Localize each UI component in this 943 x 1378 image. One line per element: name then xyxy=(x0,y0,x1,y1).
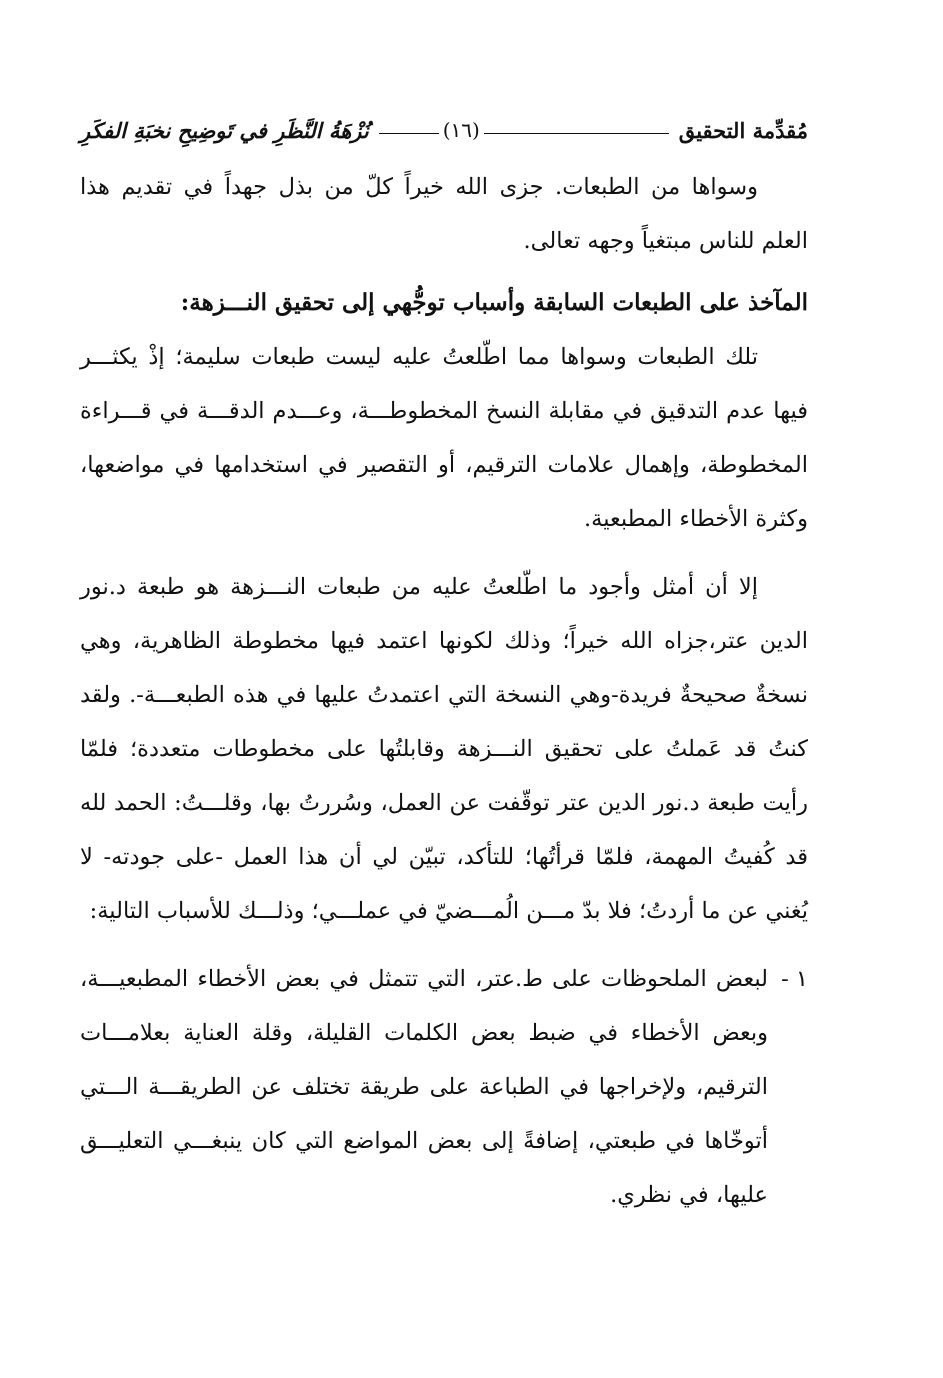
section-heading: المآخذ على الطبعات السابقة وأسباب توجُّهي إلى تحقيق النـــزهة: xyxy=(180,289,808,316)
body-text xyxy=(80,160,808,1222)
book-title: نُزْهَةُ النَّظَرِ في تَوضِيحِ نخبَةِ الفكَرِ xyxy=(80,117,369,143)
header-rule-left xyxy=(379,133,439,134)
page-number: (١٦) xyxy=(442,118,480,142)
running-header xyxy=(80,110,808,150)
paragraph-criticism: تلك الطبعات وسواها مما اطّلعتُ عليه ليست طبعات سليمة؛ إذْ يكثـــر فيها عدم التدقيق في مقابلة النسخ المخطوطـــة، وعـــدم الدقـــة في قـــراءة المخطوطة، وإهمال علامات الترقيم، أو التقصير في استخدامها في مواضعها، وكثرة الأخطاء المطبعية. xyxy=(80,344,808,532)
page-number-rule xyxy=(379,118,669,142)
section-title: مُقدِّمة التحقيق xyxy=(678,117,808,143)
list-item-text: لبعض الملحوظات على ط.عتر، التي تتمثل في بعض الأخطاء المطبعيـــة، وبعض الأخطاء في ضبط بعض الكلمات القليلة، وقلة العناية بعلامـــات الترقيم، ولإخراجها في الطباعة على طريقة تختلف عن الطريقـــة الـــتي أتوخّاها في طبعتي، إضافةً إلى بعض المواضع التي كان ينبغـــي التعليـــق عليها، في نظري. xyxy=(80,966,768,1208)
paragraph-intro: وسواها من الطبعات. جزى الله خيراً كلّ من بذل جهداً في تقديم هذا العلم للناس مبتغياً وجهه تعالى. xyxy=(80,174,808,254)
header-rule-right xyxy=(484,133,669,134)
list-item-number: ١ - xyxy=(781,966,808,992)
document-page xyxy=(80,0,808,1378)
list-item xyxy=(80,952,808,1222)
paragraph-best-edition: إلا أن أمثل وأجود ما اطّلعتُ عليه من طبعات النـــزهة هو طبعة د.نور الدين عتر،جزاه الله خيراً؛ وذلك لكونها اعتمد فيها مخطوطة الظاهرية، وهي نسخةٌ صحيحةٌ فريدة-وهي النسخة التي اعتمدتُ عليها في هذه الطبعـــة-. ولقد كنتُ قد عَملتُ على تحقيق النـــزهة وقابلتُها على مخطوطات متعددة؛ فلمّا رأيت طبعة د.نور الدين عتر توقّفت عن العمل، وسُررتُ بها، وقلـــتُ: الحمد لله قد كُفيتُ المهمة، فلمّا قرأتُها؛ للتأكد، تبيّن لي أن هذا العمل -على جودته- لا يُغني عن ما أردتُ؛ فلا بدّ مـــن الُمـــضيّ في عملـــي؛ وذلـــك للأسباب التالية: xyxy=(80,574,809,924)
